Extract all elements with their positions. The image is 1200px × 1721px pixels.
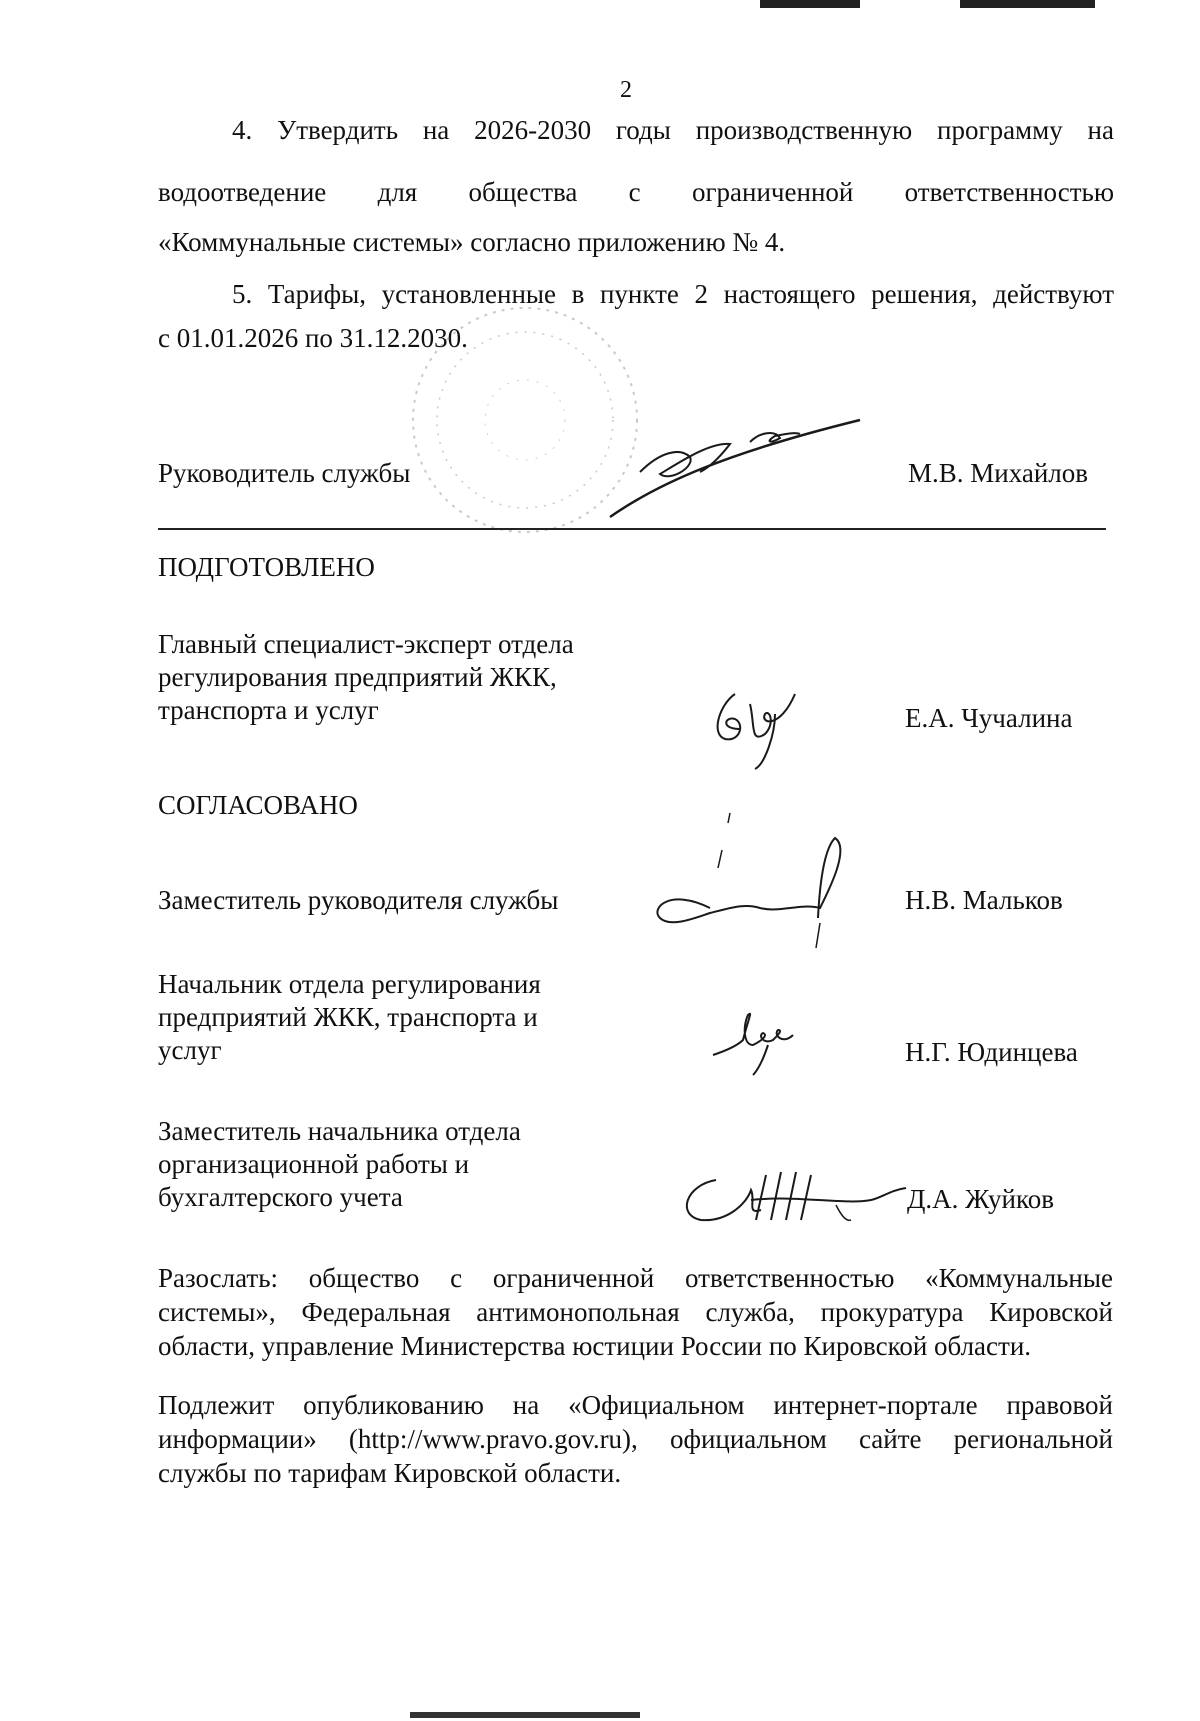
prepared-name: Е.А. Чучалина <box>905 703 1073 733</box>
signer-2-name: Н.Г. Юдинцева <box>905 1037 1078 1067</box>
signer-2-position-line: Начальник отдела регулирования <box>158 969 541 999</box>
signer-3-position-line: Заместитель начальника отдела <box>158 1116 521 1146</box>
signer-1-position: Заместитель руководителя службы <box>158 885 559 915</box>
prepared-position <box>158 628 574 727</box>
signer-2-position-line: предприятий ЖКК, транспорта и <box>158 1002 538 1032</box>
prepared-signature <box>705 684 815 779</box>
distribution-block <box>158 1261 1113 1363</box>
distribution-line: системы», Федеральная антимонопольная служба, прокуратура Кировской <box>158 1297 1113 1327</box>
signer-1-name: Н.В. Мальков <box>905 885 1063 915</box>
separator-line <box>158 528 1106 530</box>
signer-2-position <box>158 968 541 1067</box>
paragraph-5-line-1: 5. Тарифы, установленные в пункте 2 настоящего решения, действуют <box>232 279 1114 309</box>
publication-line: Подлежит опубликованию на «Официальном интернет-портале правовой <box>158 1390 1113 1420</box>
signer-3-position <box>158 1115 521 1214</box>
scan-artifact <box>960 0 1095 8</box>
signer-1-signature <box>650 808 870 958</box>
prepared-position-line: транспорта и услуг <box>158 695 379 725</box>
agreed-heading: СОГЛАСОВАНО <box>158 790 358 820</box>
signer-3-signature <box>676 1160 916 1245</box>
scan-artifact <box>410 1712 640 1718</box>
publication-line: информации» (http://www.pravo.gov.ru), официальном сайте региональной <box>158 1424 1113 1454</box>
paragraph-5-line-2: с 01.01.2026 по 31.12.2030. <box>158 323 468 353</box>
paragraph-4-line-1: 4. Утвердить на 2026-2030 годы производственную программу на <box>232 115 1114 145</box>
prepared-heading: ПОДГОТОВЛЕНО <box>158 552 375 582</box>
publication-block <box>158 1388 1113 1490</box>
publication-line: службы по тарифам Кировской области. <box>158 1458 622 1488</box>
signer-3-position-line: бухгалтерского учета <box>158 1182 403 1212</box>
paragraph-4-line-2: водоотведение для общества с ограниченной ответственностью <box>158 177 1114 207</box>
head-position: Руководитель службы <box>158 458 411 488</box>
page-number: 2 <box>620 77 632 103</box>
signer-2-signature <box>708 1005 808 1080</box>
signer-3-position-line: организационной работы и <box>158 1149 470 1179</box>
scan-artifact <box>760 0 860 8</box>
prepared-position-line: регулирования предприятий ЖКК, <box>158 662 557 692</box>
signer-2-position-line: услуг <box>158 1035 222 1065</box>
prepared-position-line: Главный специалист-эксперт отдела <box>158 629 574 659</box>
paragraph-4-line-3: «Коммунальные системы» согласно приложению № 4. <box>158 227 786 257</box>
head-signature <box>600 412 870 537</box>
distribution-line: области, управление Министерства юстиции России по Кировской области. <box>158 1331 1032 1361</box>
distribution-line: Разослать: общество с ограниченной ответственностью «Коммунальные <box>158 1263 1113 1293</box>
head-name: М.В. Михайлов <box>908 458 1089 488</box>
signer-3-name: Д.А. Жуйков <box>907 1184 1054 1214</box>
